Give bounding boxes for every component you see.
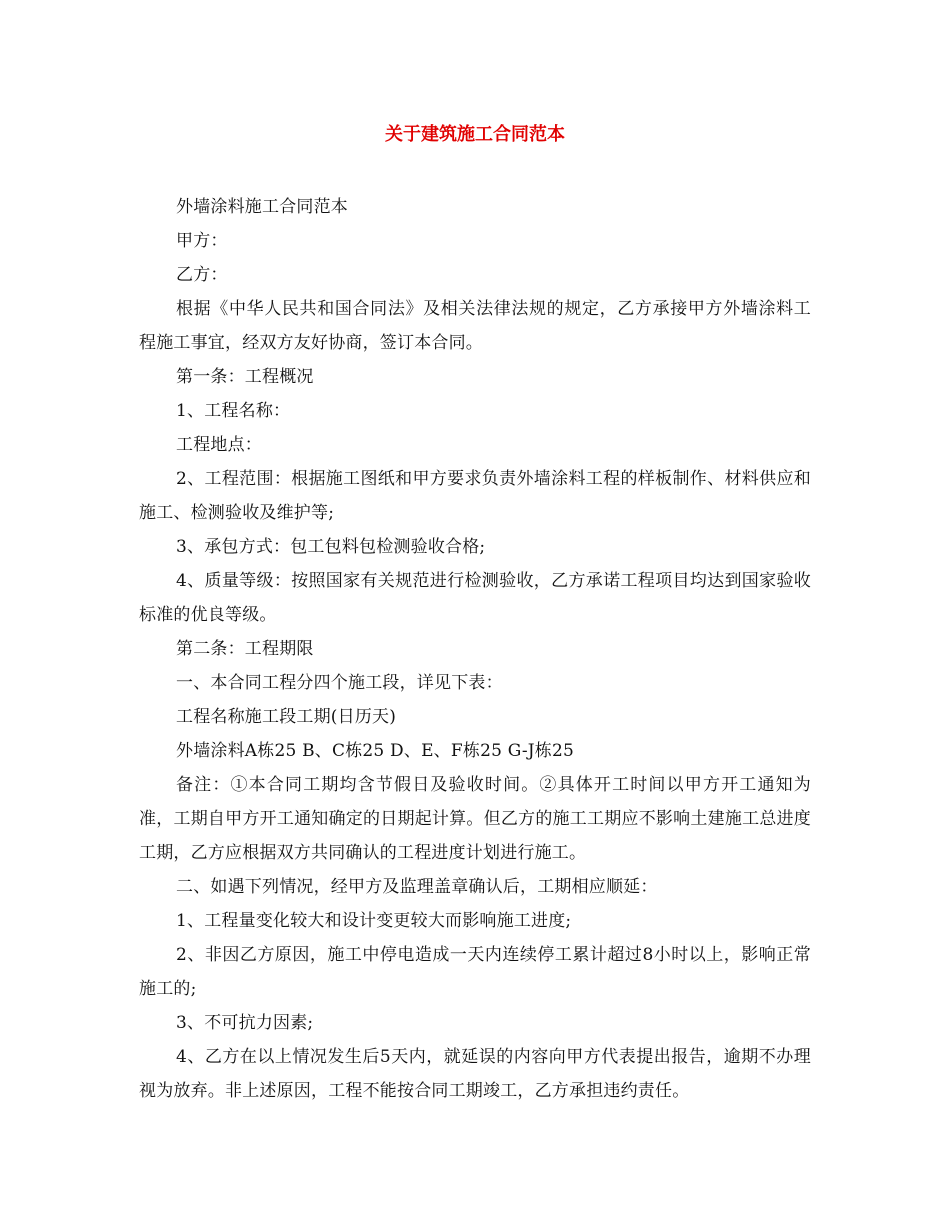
document-body	[139, 190, 811, 1108]
paragraph: 一、本合同工程分四个施工段，详见下表：	[176, 673, 503, 693]
paragraph: 外墙涂料A栋25 B、C栋25 D、E、F栋25 G-J栋25	[176, 741, 575, 761]
paragraph: 4、乙方在以上情况发生后5天内，就延误的内容向甲方代表提出报告，逾期不办理视为放弃。非上述原因，工程不能按合同工期竣工，乙方承担违约责任。	[139, 1047, 811, 1101]
paragraph: 1、工程名称：	[176, 401, 291, 421]
paragraph: 根据《中华人民共和国合同法》及相关法律法规的规定，乙方承接甲方外墙涂料工程施工事宜，经双方友好协商，签订本合同。	[139, 299, 811, 353]
paragraph: 外墙涂料施工合同范本	[176, 197, 348, 217]
paragraph: 第一条：工程概况	[176, 367, 314, 387]
paragraph: 3、不可抗力因素;	[176, 1013, 314, 1033]
paragraph: 2、工程范围：根据施工图纸和甲方要求负责外墙涂料工程的样板制作、材料供应和施工、检测验收及维护等;	[139, 469, 811, 523]
paragraph: 4、质量等级：按照国家有关规范进行检测验收，乙方承诺工程项目均达到国家验收标准的优良等级。	[139, 571, 811, 625]
paragraph: 3、承包方式：包工包料包检测验收合格;	[176, 537, 486, 557]
paragraph: 1、工程量变化较大和设计变更较大而影响施工进度;	[176, 911, 572, 931]
document-title: 关于建筑施工合同范本	[385, 124, 565, 145]
paragraph: 2、非因乙方原因，施工中停电造成一天内连续停工累计超过8小时以上，影响正常施工的;	[139, 945, 811, 999]
paragraph: 备注：①本合同工期均含节假日及验收时间。②具体开工时间以甲方开工通知为准，工期自甲方开工通知确定的日期起计算。但乙方的施工工期应不影响土建施工总进度工期，乙方应根据双方共同确认的工程进度计划进行施工。	[139, 775, 811, 863]
paragraph: 工程地点：	[176, 435, 262, 455]
paragraph: 甲方：	[176, 231, 228, 251]
paragraph: 工程名称施工段工期(日历天)	[176, 707, 397, 727]
paragraph: 乙方：	[176, 265, 228, 285]
paragraph: 二、如遇下列情况，经甲方及监理盖章确认后，工期相应顺延：	[176, 877, 658, 897]
paragraph: 第二条：工程期限	[176, 639, 314, 659]
